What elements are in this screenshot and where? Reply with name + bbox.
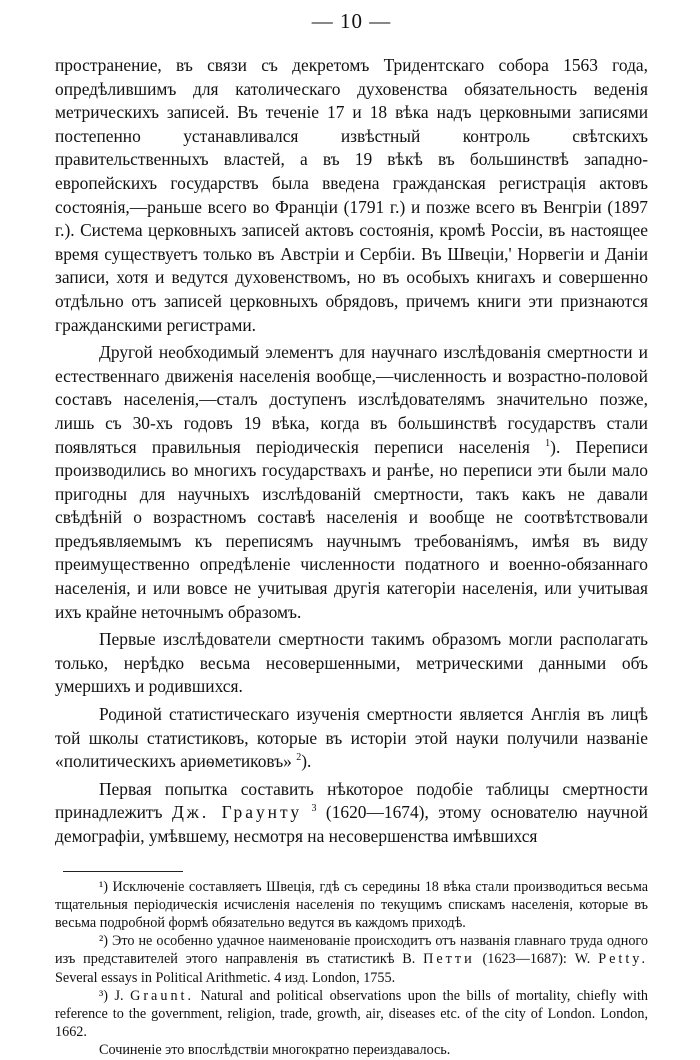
footnote-3-prefix: ³) J. [99,987,124,1004]
footnote-ref-2: 2 [296,752,302,764]
paragraph-3: Первые изслѣдователи смертности такимъ образомъ могли располагать только, нерѣдко весьма несовершенными, метрическими данными объ умершихъ и родившихся. [55,629,648,697]
page-number: — 10 — [311,9,392,33]
author-name-petty-ru: Петти [423,951,475,968]
author-name-graunt: Дж. Грaунту [171,802,303,823]
footnote-3 [55,987,648,1042]
paragraph-2-cont: Переписи производились во многихъ государствахъ и ранѣе, но переписи эти были мало пригодны для научныхъ изслѣдованій смертности, такъ какъ не давали свѣдѣній о возрастномъ составѣ населенія и вообще не соотвѣтствовали предъявляемымъ къ переписямъ научнымъ требованіямъ, имѣя въ виду преимущественно опредѣленіе численности податного и военно-обязаннаго населенія, и или вовсе не учитывая другія категоріи населенія, или учитывая ихъ крайне неточнымъ образомъ. [55,436,648,622]
footnote-ref-3: 3 [311,803,317,815]
paragraph-2-end: ). [550,436,561,457]
footnotes [55,878,648,1060]
author-name-petty: Petty. [598,951,649,968]
paragraph-4-text: Родиной статистическаго изученія смертности является Англія въ лицѣ той школы статистиковъ, которые въ исторіи этой науки получили названіе «политическихъ ариѳметиковъ» [55,704,648,772]
paragraph-5-text: Первая попытка составить нѣкоторое подобіе таблицы смертности принадлежитъ [55,778,648,823]
paragraph-2 [55,341,648,624]
main-text [55,54,648,849]
author-name-graunt-en: Graunt. [130,987,195,1004]
footnote-2-years: (1623—1687): W. [482,951,591,968]
paragraph-1: пространение, въ связи съ декретомъ Тридентскаго собора 1563 года, опредѣлившимъ для католическаго духовенства обязательность веденія метрическихъ записей. Въ теченіе 17 и 18 вѣка надъ церковными записями постепенно устанавливался извѣстный контроль свѣтскихъ правительственныхъ властей, а въ 19 вѣкѣ въ большинствѣ западно-европейскихъ государствъ была введена гражданская регистрація актовъ состоянія,—раньше всего во Франціи (1791 г.) и позже всего въ Венгріи (1897 г.). Система церковныхъ записей актовъ состоянія, кромѣ Россіи, въ настоящее время существуетъ только въ Австріи и Сербіи. Въ Швеціи,' Норвегіи и Даніи записи, хотя и ведутся духовенствомъ, но въ особыхъ книгахъ и совершенно отдѣльно отъ записей церковныхъ обрядовъ, причемъ книги эти признаются гражданскими регистрами. [55,55,648,335]
footnote-2 [55,932,648,987]
footnote-1: ¹) Исключеніе составляетъ Швеція, гдѣ съ середины 18 вѣка стали производиться весьма тщательныя періодическія исчисленія населенія по текущимъ спискамъ населенія, которые въ весьма подробной формѣ обязательно ведутся въ каждомъ приходѣ. [55,878,648,931]
paragraph-2-text: Другой необходимый элементъ для научнаго изслѣдованія смертности и естественнаго движенія населенія вообще,—численность и возрастно-половой составъ населенія,—сталъ доступенъ изслѣдователямъ значительно позже, лишь съ 30-хъ годовъ 19 вѣка, когда въ большинствѣ государствъ стали появляться правильныя періодическія переписи населенія [55,342,648,457]
footnote-2-title: Several essays in Political Arithmetic. 4 изд. London, 1755. [55,969,396,986]
footnote-divider [63,871,183,872]
footnote-2-text: ²) Это не особенно удачное наименованіе происходитъ отъ названія главнаго труда одного изъ представителей этого направленія въ статистикѣ В. [55,933,648,968]
footnote-3-note: Сочиненіе это впослѣдствіи многократно переиздавалось. [99,1042,451,1059]
paragraph-5-cont: (1620—1674), этому основателю научной демографіи, умѣвшему, несмотря на несовершенства имѣвшихся [55,802,648,846]
footnote-3-title: Natural and political observations upon the bills of mortality, chiefly with reference to the government, religion, trade, growth, air, diseases etc. of the city of London. London, 1662. [55,987,649,1041]
paragraph-5 [55,778,648,849]
paragraph-4-end: ). [301,751,312,772]
paragraph-4 [55,703,648,774]
footnote-ref-1: 1 [545,437,551,449]
